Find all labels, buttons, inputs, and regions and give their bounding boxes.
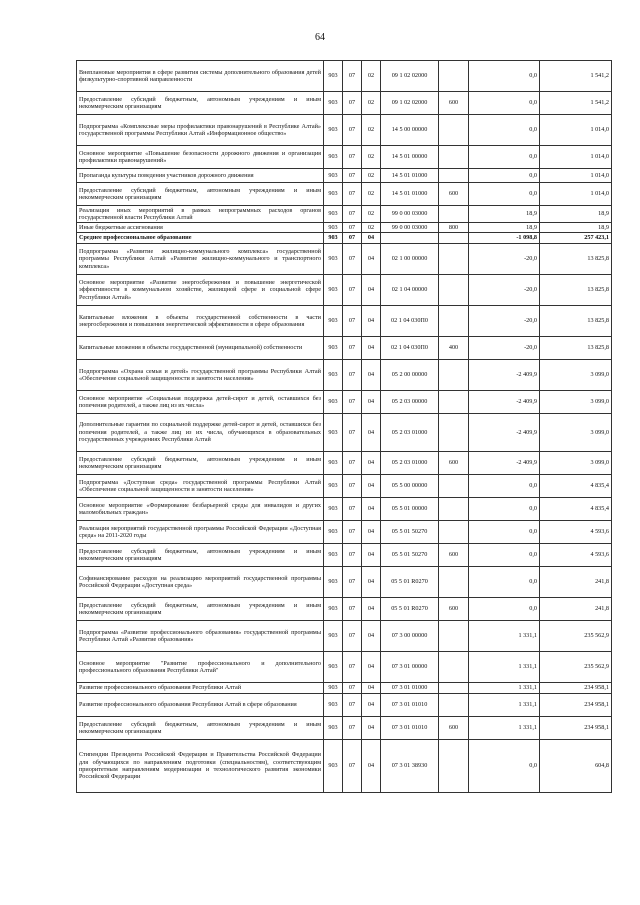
row-pr-code: 04 xyxy=(362,233,381,244)
row-pr-code: 02 xyxy=(362,115,381,146)
row-gr-code: 903 xyxy=(324,206,343,223)
row-name: Предоставление субсидий бюджетным, автономным учреждениям и иным некоммерческим организациям xyxy=(77,717,324,740)
row-gr-code: 903 xyxy=(324,598,343,621)
page-number: 64 xyxy=(315,32,325,43)
table-row xyxy=(77,306,612,337)
row-change-amount: -20,0 xyxy=(469,306,540,337)
row-pr-code: 02 xyxy=(362,61,381,92)
row-name: Основное мероприятие «Формирование безбарьерной среды для инвалидов и других маломобильных граждан» xyxy=(77,498,324,521)
table-row xyxy=(77,337,612,360)
row-vr-code xyxy=(439,621,469,652)
row-cs-code: 07 3 00 00000 xyxy=(381,621,439,652)
row-change-amount: 0,0 xyxy=(469,598,540,621)
row-rz-code: 07 xyxy=(343,567,362,598)
row-vr-code: 400 xyxy=(439,337,469,360)
row-vr-code xyxy=(439,498,469,521)
row-name: Реализация иных мероприятий в рамках непрограммных расходов органов государственной власти Республики Алтай xyxy=(77,206,324,223)
row-cs-code: 09 1 02 02000 xyxy=(381,92,439,115)
row-gr-code: 903 xyxy=(324,244,343,275)
row-gr-code: 903 xyxy=(324,92,343,115)
row-rz-code: 07 xyxy=(343,360,362,391)
table-row xyxy=(77,621,612,652)
row-total-amount: 3 099,0 xyxy=(540,391,612,414)
row-change-amount: 0,0 xyxy=(469,169,540,183)
row-rz-code: 07 xyxy=(343,169,362,183)
row-total-amount: 13 825,8 xyxy=(540,275,612,306)
row-rz-code: 07 xyxy=(343,694,362,717)
row-cs-code: 14 5 01 01000 xyxy=(381,183,439,206)
row-total-amount: 234 958,1 xyxy=(540,717,612,740)
row-total-amount: 18,9 xyxy=(540,206,612,223)
row-change-amount: 18,9 xyxy=(469,223,540,233)
row-change-amount: 0,0 xyxy=(469,183,540,206)
row-gr-code: 903 xyxy=(324,61,343,92)
row-pr-code: 04 xyxy=(362,694,381,717)
row-cs-code: 07 3 01 01010 xyxy=(381,717,439,740)
row-change-amount: 18,9 xyxy=(469,206,540,223)
row-gr-code: 903 xyxy=(324,169,343,183)
row-name: Подпрограмма «Развитие жилищно-коммунального комплекса» государственной программы Республики Алтай «Развитие жилищно-коммунального и транспортного комплекса» xyxy=(77,244,324,275)
row-pr-code: 02 xyxy=(362,169,381,183)
row-gr-code: 903 xyxy=(324,567,343,598)
row-total-amount: 1 014,0 xyxy=(540,115,612,146)
row-total-amount: 18,9 xyxy=(540,223,612,233)
table-row xyxy=(77,275,612,306)
table-row xyxy=(77,244,612,275)
row-cs-code: 14 5 01 00000 xyxy=(381,146,439,169)
table-row xyxy=(77,694,612,717)
row-gr-code: 903 xyxy=(324,223,343,233)
table-row xyxy=(77,61,612,92)
row-name: Подпрограмма «Доступная среда» государственной программы Республики Алтай «Обеспечение социальной защищенности и занятости населения» xyxy=(77,475,324,498)
row-rz-code: 07 xyxy=(343,414,362,452)
row-rz-code: 07 xyxy=(343,223,362,233)
row-rz-code: 07 xyxy=(343,61,362,92)
row-rz-code: 07 xyxy=(343,740,362,793)
row-change-amount: 1 331,1 xyxy=(469,694,540,717)
row-pr-code: 04 xyxy=(362,306,381,337)
row-vr-code: 600 xyxy=(439,92,469,115)
row-vr-code xyxy=(439,206,469,223)
row-gr-code: 903 xyxy=(324,652,343,683)
row-cs-code: 07 3 01 00000 xyxy=(381,652,439,683)
row-rz-code: 07 xyxy=(343,683,362,694)
table-row xyxy=(77,414,612,452)
row-vr-code xyxy=(439,683,469,694)
row-gr-code: 903 xyxy=(324,544,343,567)
row-change-amount: 0,0 xyxy=(469,498,540,521)
row-vr-code xyxy=(439,275,469,306)
budget-table-body xyxy=(77,61,612,793)
row-vr-code: 600 xyxy=(439,717,469,740)
table-row xyxy=(77,567,612,598)
row-total-amount: 257 423,1 xyxy=(540,233,612,244)
row-pr-code: 04 xyxy=(362,244,381,275)
row-cs-code: 02 1 00 00000 xyxy=(381,244,439,275)
row-name: Капитальные вложения в объекты государственной (муниципальной) собственности xyxy=(77,337,324,360)
table-row xyxy=(77,717,612,740)
row-rz-code: 07 xyxy=(343,391,362,414)
table-row xyxy=(77,498,612,521)
row-change-amount: 1 331,1 xyxy=(469,652,540,683)
row-vr-code: 800 xyxy=(439,223,469,233)
row-rz-code: 07 xyxy=(343,233,362,244)
row-name: Предоставление субсидий бюджетным, автономным учреждениям и иным некоммерческим организациям xyxy=(77,598,324,621)
row-cs-code: 02 1 04 030П0 xyxy=(381,337,439,360)
table-row xyxy=(77,206,612,223)
row-total-amount: 4 835,4 xyxy=(540,498,612,521)
row-vr-code xyxy=(439,244,469,275)
row-cs-code: 05 2 00 00000 xyxy=(381,360,439,391)
row-gr-code: 903 xyxy=(324,115,343,146)
row-cs-code: 05 2 03 01000 xyxy=(381,452,439,475)
row-name: Стипендии Президента Российской Федерации и Правительства Российской Федерации для обучающихся по направлениям подготовки (специальностям), соответствующим приоритетным направлениям модернизации и технологического развития экономики Российской Федерации xyxy=(77,740,324,793)
row-change-amount: 0,0 xyxy=(469,115,540,146)
row-vr-code xyxy=(439,521,469,544)
row-pr-code: 04 xyxy=(362,567,381,598)
row-vr-code xyxy=(439,475,469,498)
table-row xyxy=(77,391,612,414)
row-gr-code: 903 xyxy=(324,740,343,793)
row-total-amount: 4 593,6 xyxy=(540,521,612,544)
row-name: Предоставление субсидий бюджетным, автономным учреждениям и иным некоммерческим организациям xyxy=(77,544,324,567)
row-vr-code xyxy=(439,652,469,683)
row-vr-code xyxy=(439,233,469,244)
row-vr-code xyxy=(439,146,469,169)
row-rz-code: 07 xyxy=(343,621,362,652)
row-rz-code: 07 xyxy=(343,244,362,275)
row-rz-code: 07 xyxy=(343,652,362,683)
row-name: Основное мероприятие «Социальная поддержка детей-сирот и детей, оставшихся без попечения родителей, а также лиц из их числа» xyxy=(77,391,324,414)
row-change-amount: 1 331,1 xyxy=(469,621,540,652)
table-row xyxy=(77,146,612,169)
row-pr-code: 04 xyxy=(362,717,381,740)
table-row xyxy=(77,92,612,115)
row-name: Софинансирование расходов на реализацию мероприятий государственной программы Российской Федерации «Доступная среда» xyxy=(77,567,324,598)
row-pr-code: 04 xyxy=(362,598,381,621)
row-total-amount: 4 593,6 xyxy=(540,544,612,567)
row-cs-code: 05 5 01 50270 xyxy=(381,521,439,544)
row-gr-code: 903 xyxy=(324,452,343,475)
row-name: Основное мероприятие «Развитие энергосбережения и повышение энергетической эффективности в коммунальном хозяйстве, жилищной сфере и социальной сфере Республики Алтай» xyxy=(77,275,324,306)
row-name: Внеплановые мероприятия в сфере развития системы дополнительного образования детей физкультурно-спортивной направленности xyxy=(77,61,324,92)
row-pr-code: 04 xyxy=(362,337,381,360)
row-cs-code: 99 0 00 03000 xyxy=(381,206,439,223)
row-pr-code: 04 xyxy=(362,652,381,683)
row-gr-code: 903 xyxy=(324,414,343,452)
row-name: Реализация мероприятий государственной программы Российской Федерации «Доступная среда» на 2011-2020 годы xyxy=(77,521,324,544)
budget-table xyxy=(76,60,612,793)
row-vr-code: 600 xyxy=(439,598,469,621)
row-gr-code: 903 xyxy=(324,360,343,391)
row-cs-code: 14 5 01 01000 xyxy=(381,169,439,183)
row-vr-code xyxy=(439,169,469,183)
row-name: Иные бюджетные ассигнования xyxy=(77,223,324,233)
row-gr-code: 903 xyxy=(324,183,343,206)
row-pr-code: 04 xyxy=(362,544,381,567)
row-vr-code xyxy=(439,306,469,337)
row-vr-code: 600 xyxy=(439,544,469,567)
row-gr-code: 903 xyxy=(324,275,343,306)
row-vr-code xyxy=(439,61,469,92)
row-total-amount: 1 014,0 xyxy=(540,169,612,183)
row-total-amount: 13 825,8 xyxy=(540,244,612,275)
row-cs-code: 02 1 04 030П0 xyxy=(381,306,439,337)
row-name: Основное мероприятие "Развитие профессионального и дополнительного профессионального образования Республики Алтай" xyxy=(77,652,324,683)
row-pr-code: 04 xyxy=(362,475,381,498)
row-pr-code: 02 xyxy=(362,223,381,233)
row-change-amount: 0,0 xyxy=(469,146,540,169)
row-pr-code: 04 xyxy=(362,414,381,452)
row-cs-code: 99 0 00 03000 xyxy=(381,223,439,233)
row-pr-code: 02 xyxy=(362,92,381,115)
row-total-amount: 241,8 xyxy=(540,567,612,598)
row-cs-code: 05 5 01 R0270 xyxy=(381,598,439,621)
row-rz-code: 07 xyxy=(343,498,362,521)
table-row xyxy=(77,360,612,391)
row-change-amount: -2 409,9 xyxy=(469,452,540,475)
row-pr-code: 04 xyxy=(362,498,381,521)
row-change-amount: 1 331,1 xyxy=(469,683,540,694)
row-gr-code: 903 xyxy=(324,694,343,717)
row-change-amount: -20,0 xyxy=(469,337,540,360)
row-rz-code: 07 xyxy=(343,475,362,498)
table-row xyxy=(77,115,612,146)
row-total-amount: 3 099,0 xyxy=(540,360,612,391)
row-gr-code: 903 xyxy=(324,717,343,740)
row-name: Подпрограмма «Охрана семьи и детей» государственной программы Республики Алтай «Обеспечение социальной защищенности и занятости населения» xyxy=(77,360,324,391)
row-cs-code: 02 1 04 00000 xyxy=(381,275,439,306)
row-cs-code: 05 5 01 00000 xyxy=(381,498,439,521)
row-rz-code: 07 xyxy=(343,183,362,206)
row-total-amount: 234 958,1 xyxy=(540,683,612,694)
row-rz-code: 07 xyxy=(343,306,362,337)
row-name: Основное мероприятие «Повышение безопасности дорожного движения и организация профилактики правонарушений» xyxy=(77,146,324,169)
row-change-amount: 0,0 xyxy=(469,92,540,115)
row-gr-code: 903 xyxy=(324,621,343,652)
table-row xyxy=(77,544,612,567)
row-change-amount: 0,0 xyxy=(469,521,540,544)
row-vr-code xyxy=(439,567,469,598)
row-name: Предоставление субсидий бюджетным, автономным учреждениям и иным некоммерческим организациям xyxy=(77,183,324,206)
row-change-amount: -2 409,9 xyxy=(469,414,540,452)
row-pr-code: 04 xyxy=(362,740,381,793)
row-total-amount: 604,8 xyxy=(540,740,612,793)
row-change-amount: 0,0 xyxy=(469,740,540,793)
row-cs-code: 14 5 00 00000 xyxy=(381,115,439,146)
row-change-amount: 0,0 xyxy=(469,475,540,498)
row-total-amount: 235 562,9 xyxy=(540,652,612,683)
row-rz-code: 07 xyxy=(343,544,362,567)
row-total-amount: 1 014,0 xyxy=(540,146,612,169)
row-pr-code: 04 xyxy=(362,452,381,475)
row-cs-code: 05 2 03 01000 xyxy=(381,414,439,452)
row-gr-code: 903 xyxy=(324,233,343,244)
row-rz-code: 07 xyxy=(343,717,362,740)
row-vr-code xyxy=(439,740,469,793)
row-vr-code: 600 xyxy=(439,183,469,206)
row-pr-code: 02 xyxy=(362,146,381,169)
table-row xyxy=(77,475,612,498)
row-cs-code: 05 5 01 50270 xyxy=(381,544,439,567)
row-name: Подпрограмма «Комплексные меры профилактики правонарушений в Республике Алтай» государственной программы Республики Алтай «Информационное общество» xyxy=(77,115,324,146)
row-gr-code: 903 xyxy=(324,521,343,544)
row-name: Предоставление субсидий бюджетным, автономным учреждениям и иным некоммерческим организациям xyxy=(77,92,324,115)
table-row xyxy=(77,233,612,244)
row-pr-code: 04 xyxy=(362,391,381,414)
row-rz-code: 07 xyxy=(343,206,362,223)
table-row xyxy=(77,652,612,683)
row-total-amount: 1 014,0 xyxy=(540,183,612,206)
row-rz-code: 07 xyxy=(343,146,362,169)
row-rz-code: 07 xyxy=(343,598,362,621)
table-row xyxy=(77,740,612,793)
row-gr-code: 903 xyxy=(324,391,343,414)
row-cs-code: 05 5 01 R0270 xyxy=(381,567,439,598)
row-vr-code xyxy=(439,694,469,717)
row-total-amount: 3 099,0 xyxy=(540,414,612,452)
row-pr-code: 04 xyxy=(362,683,381,694)
row-cs-code: 07 3 01 01010 xyxy=(381,694,439,717)
row-gr-code: 903 xyxy=(324,337,343,360)
row-name: Развитие профессионального образования Республики Алтай xyxy=(77,683,324,694)
row-name: Подпрограмма «Развитие профессионального образования» государственной программы Республики Алтай «Развитие образования» xyxy=(77,621,324,652)
row-name: Дополнительные гарантии по социальной поддержке детей-сирот и детей, оставшихся без попечения родителей, а также лиц из их числа, обучающихся в образовательных государственных учреждениях Республики Алтай xyxy=(77,414,324,452)
row-cs-code: 05 2 03 00000 xyxy=(381,391,439,414)
table-row xyxy=(77,683,612,694)
row-total-amount: 1 541,2 xyxy=(540,92,612,115)
row-change-amount: 0,0 xyxy=(469,567,540,598)
table-row xyxy=(77,223,612,233)
row-total-amount: 234 958,1 xyxy=(540,694,612,717)
row-pr-code: 04 xyxy=(362,521,381,544)
table-row xyxy=(77,183,612,206)
row-name: Среднее профессиональное образование xyxy=(77,233,324,244)
row-vr-code xyxy=(439,391,469,414)
row-pr-code: 04 xyxy=(362,275,381,306)
row-vr-code: 600 xyxy=(439,452,469,475)
row-change-amount: -1 098,8 xyxy=(469,233,540,244)
row-total-amount: 1 541,2 xyxy=(540,61,612,92)
row-gr-code: 903 xyxy=(324,146,343,169)
row-cs-code xyxy=(381,233,439,244)
row-rz-code: 07 xyxy=(343,452,362,475)
row-cs-code: 07 3 01 01000 xyxy=(381,683,439,694)
row-total-amount: 4 835,4 xyxy=(540,475,612,498)
table-row xyxy=(77,598,612,621)
row-change-amount: -20,0 xyxy=(469,244,540,275)
row-name: Пропаганда культуры поведения участников дорожного движения xyxy=(77,169,324,183)
row-cs-code: 05 5 00 00000 xyxy=(381,475,439,498)
row-rz-code: 07 xyxy=(343,521,362,544)
table-row xyxy=(77,169,612,183)
row-rz-code: 07 xyxy=(343,92,362,115)
row-total-amount: 3 099,0 xyxy=(540,452,612,475)
table-row xyxy=(77,452,612,475)
row-gr-code: 903 xyxy=(324,306,343,337)
row-vr-code xyxy=(439,414,469,452)
row-gr-code: 903 xyxy=(324,475,343,498)
row-gr-code: 903 xyxy=(324,683,343,694)
row-total-amount: 235 562,9 xyxy=(540,621,612,652)
row-rz-code: 07 xyxy=(343,337,362,360)
table-row xyxy=(77,521,612,544)
row-name: Капитальные вложения в объекты государственной собственности в части энергосбережения и повышения энергетической эффективности в сфере образования xyxy=(77,306,324,337)
row-change-amount: -20,0 xyxy=(469,275,540,306)
row-rz-code: 07 xyxy=(343,115,362,146)
row-pr-code: 02 xyxy=(362,206,381,223)
row-rz-code: 07 xyxy=(343,275,362,306)
row-change-amount: -2 409,9 xyxy=(469,360,540,391)
row-pr-code: 04 xyxy=(362,621,381,652)
row-pr-code: 04 xyxy=(362,360,381,391)
row-total-amount: 13 825,8 xyxy=(540,337,612,360)
row-change-amount: -2 409,9 xyxy=(469,391,540,414)
row-cs-code: 07 3 01 38930 xyxy=(381,740,439,793)
row-total-amount: 241,8 xyxy=(540,598,612,621)
row-vr-code xyxy=(439,115,469,146)
row-cs-code: 09 1 02 02000 xyxy=(381,61,439,92)
row-total-amount: 13 825,8 xyxy=(540,306,612,337)
row-change-amount: 0,0 xyxy=(469,61,540,92)
row-name: Предоставление субсидий бюджетным, автономным учреждениям и иным некоммерческим организациям xyxy=(77,452,324,475)
row-vr-code xyxy=(439,360,469,391)
row-change-amount: 0,0 xyxy=(469,544,540,567)
row-name: Развитие профессионального образования Республики Алтай в сфере образования xyxy=(77,694,324,717)
row-pr-code: 02 xyxy=(362,183,381,206)
row-change-amount: 1 331,1 xyxy=(469,717,540,740)
row-gr-code: 903 xyxy=(324,498,343,521)
